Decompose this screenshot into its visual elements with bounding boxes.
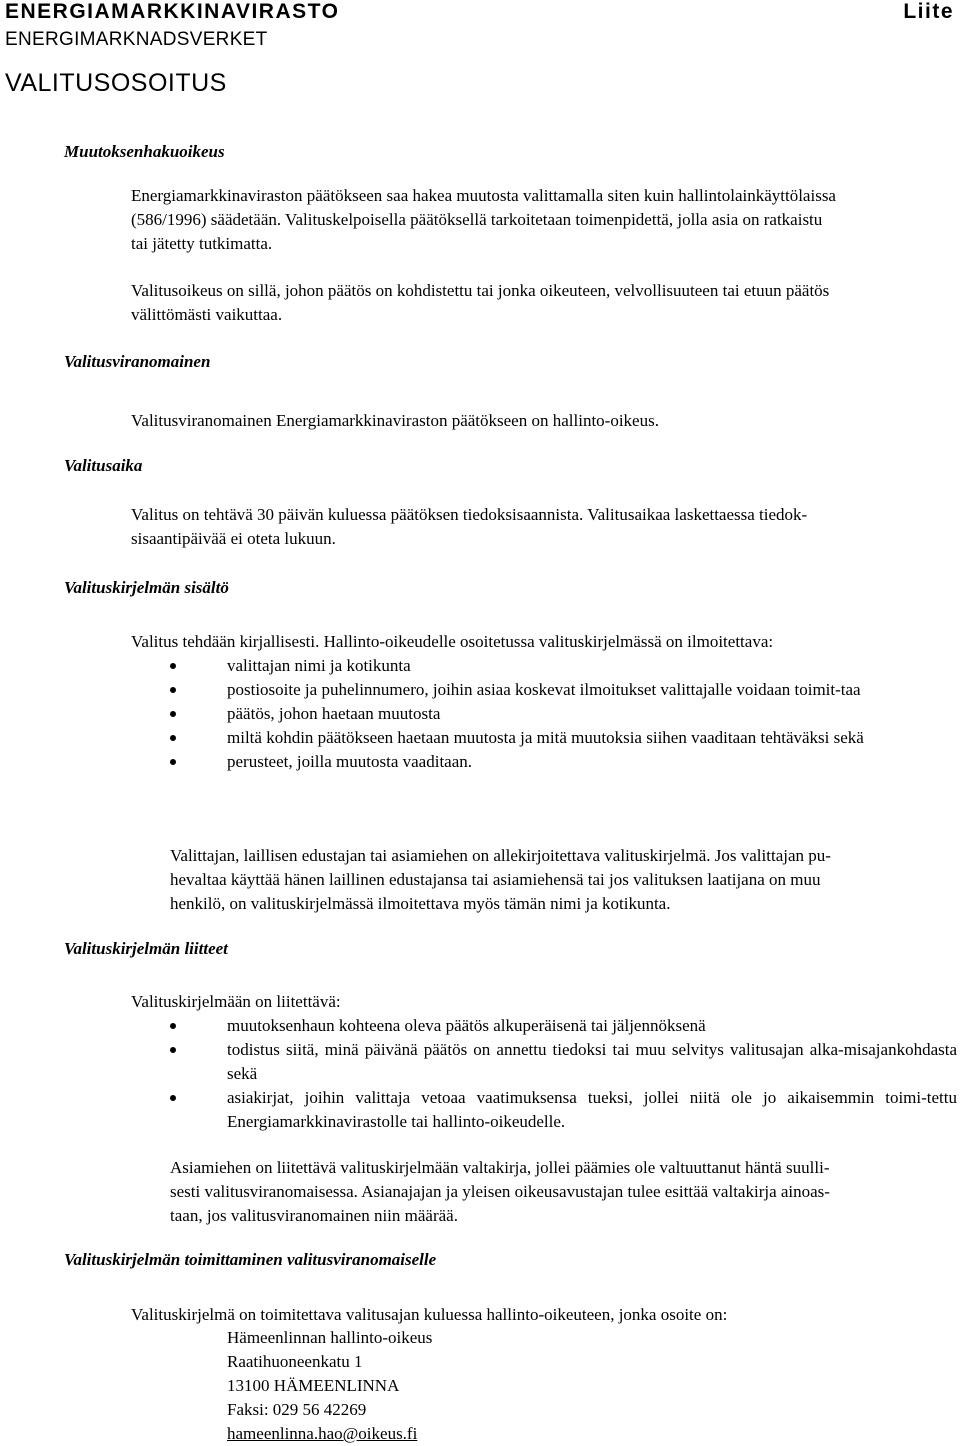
paragraph-line: henkilö, on valituskirjelmässä ilmoitettava myös tämän nimi ja kotikunta. xyxy=(170,894,671,913)
paragraph-delivery-intro xyxy=(131,1303,957,1327)
paragraph-signature-note xyxy=(170,844,957,916)
list-item: postiosoite ja puhelinnumero, joihin asiaa koskevat ilmoitukset valittajalle voidaan toimit-taa xyxy=(170,678,957,702)
paragraph-line: Valitusoikeus on sillä, johon päätös on kohdistettu tai jonka oikeuteen, velvollisuuteen tai etuun päätös xyxy=(131,281,830,300)
paragraph-line: hevaltaa käyttää hänen laillinen edustajansa tai asiamiehensä tai jos valituksen laatijana on muu xyxy=(170,870,821,889)
paragraph-content-intro xyxy=(131,630,957,654)
bullet-icon xyxy=(170,1047,176,1053)
paragraph-line: Energiamarkkinaviraston päätökseen saa hakea muutosta valittamalla siten kuin hallintolainkäyttölaissa xyxy=(131,186,836,205)
heading-valituskirjelman-liitteet: Valituskirjelmän liitteet xyxy=(64,939,228,958)
paragraph-line: sisaantipäivää ei oteta lukuun. xyxy=(131,529,336,548)
bullet-icon xyxy=(170,687,176,693)
heading-valitusaika: Valitusaika xyxy=(64,456,143,475)
bullet-icon xyxy=(170,663,176,669)
bullet-icon xyxy=(170,735,176,741)
document-title: VALITUSOSOITUS xyxy=(5,69,227,97)
paragraph-appeal-authority xyxy=(131,409,957,433)
paragraph-attachments-intro xyxy=(131,990,957,1014)
paragraph-line: Valitus on tehtävä 30 päivän kuluessa päätöksen tiedoksisaannista. Valitusaikaa laskettaessa tiedok- xyxy=(131,505,808,524)
court-postal: 13100 HÄMEENLINNA xyxy=(227,1376,400,1395)
paragraph-line: Valittajan, laillisen edustajan tai asiamiehen on allekirjoitettava valituskirjelmä. Jos valittajan pu- xyxy=(170,846,831,865)
paragraph-line: taan, jos valitusviranomainen niin määrää. xyxy=(170,1206,458,1225)
paragraph-line: Asiamiehen on liitettävä valituskirjelmään valtakirja, jollei päämies ole valtuuttanut häntä suulli- xyxy=(170,1158,830,1177)
heading-valituskirjelman-toimittaminen: Valituskirjelmän toimittaminen valitusviranomaiselle xyxy=(64,1250,437,1269)
list-item: päätös, johon haetaan muutosta xyxy=(170,702,957,726)
list-item: todistus siitä, minä päivänä päätös on annettu tiedoksi tai muu selvitys valitusajan alka-misajankohdasta sekä xyxy=(170,1038,957,1086)
bullet-icon xyxy=(170,711,176,717)
agency-name-finnish: ENERGIAMARKKINAVIRASTO xyxy=(5,0,340,23)
paragraph-line: Valitus tehdään kirjallisesti. Hallinto-oikeudelle osoitetussa valituskirjelmässä on ilmoitettava: xyxy=(131,632,774,651)
paragraph-appeal-standing xyxy=(131,279,957,327)
heading-muutoksenhakuoikeus: Muutoksenhakuoikeus xyxy=(64,142,225,161)
bullet-icon xyxy=(170,1095,176,1101)
bullet-icon xyxy=(170,759,176,765)
paragraph-appeal-period xyxy=(131,503,957,551)
heading-valitusviranomainen: Valitusviranomainen xyxy=(64,352,211,371)
heading-valituskirjelman-sisalto: Valituskirjelmän sisältö xyxy=(64,578,229,597)
paragraph-appeal-right xyxy=(131,184,957,256)
list-item: valittajan nimi ja kotikunta xyxy=(170,654,957,678)
paragraph-line: tai jätetty tutkimatta. xyxy=(131,234,273,253)
paragraph-line: Valitusviranomainen Energiamarkkinaviraston päätökseen on hallinto-oikeus. xyxy=(131,411,659,430)
list-item: perusteet, joilla muutosta vaaditaan. xyxy=(170,750,957,774)
bullet-icon xyxy=(170,1023,176,1029)
paragraph-line: Valituskirjelmä on toimitettava valitusajan kuluessa hallinto-oikeuteen, jonka osoite on: xyxy=(131,1305,728,1324)
court-street: Raatihuoneenkatu 1 xyxy=(227,1352,363,1371)
paragraph-power-of-attorney xyxy=(170,1156,957,1228)
list-item: miltä kohdin päätökseen haetaan muutosta ja mitä muutoksia siihen vaaditaan tehtäväksi sekä xyxy=(170,726,957,750)
attachment-label: Liite xyxy=(903,0,954,23)
court-name: Hämeenlinnan hallinto-oikeus xyxy=(227,1328,433,1347)
agency-name-swedish: ENERGIMARKNADSVERKET xyxy=(5,29,268,50)
attachments-list xyxy=(170,1014,957,1134)
content-requirements-list xyxy=(170,654,957,774)
paragraph-line: sesti valitusviranomaisessa. Asianajajan ja yleisen oikeusavustajan tulee esittää valtakirja ainoas- xyxy=(170,1182,830,1201)
paragraph-line: Valituskirjelmään on liitettävä: xyxy=(131,992,341,1011)
paragraph-line: välittömästi vaikuttaa. xyxy=(131,305,283,324)
court-fax: Faksi: 029 56 42269 xyxy=(227,1400,367,1419)
list-item: muutoksenhaun kohteena oleva päätös alkuperäisenä tai jäljennöksenä xyxy=(170,1014,957,1038)
court-email-link[interactable]: hameenlinna.hao@oikeus.fi xyxy=(227,1424,418,1443)
list-item: asiakirjat, joihin valittaja vetoaa vaatimuksensa tueksi, jollei niitä ole jo aikaisemmin toimi-tettu Energiamarkkinavirastolle tai hallinto-oikeudelle. xyxy=(170,1086,957,1134)
court-address xyxy=(227,1326,432,1446)
paragraph-line: (586/1996) säädetään. Valituskelpoisella päätöksellä tarkoitetaan toimenpidettä, jolla asia on ratkaistu xyxy=(131,210,823,229)
